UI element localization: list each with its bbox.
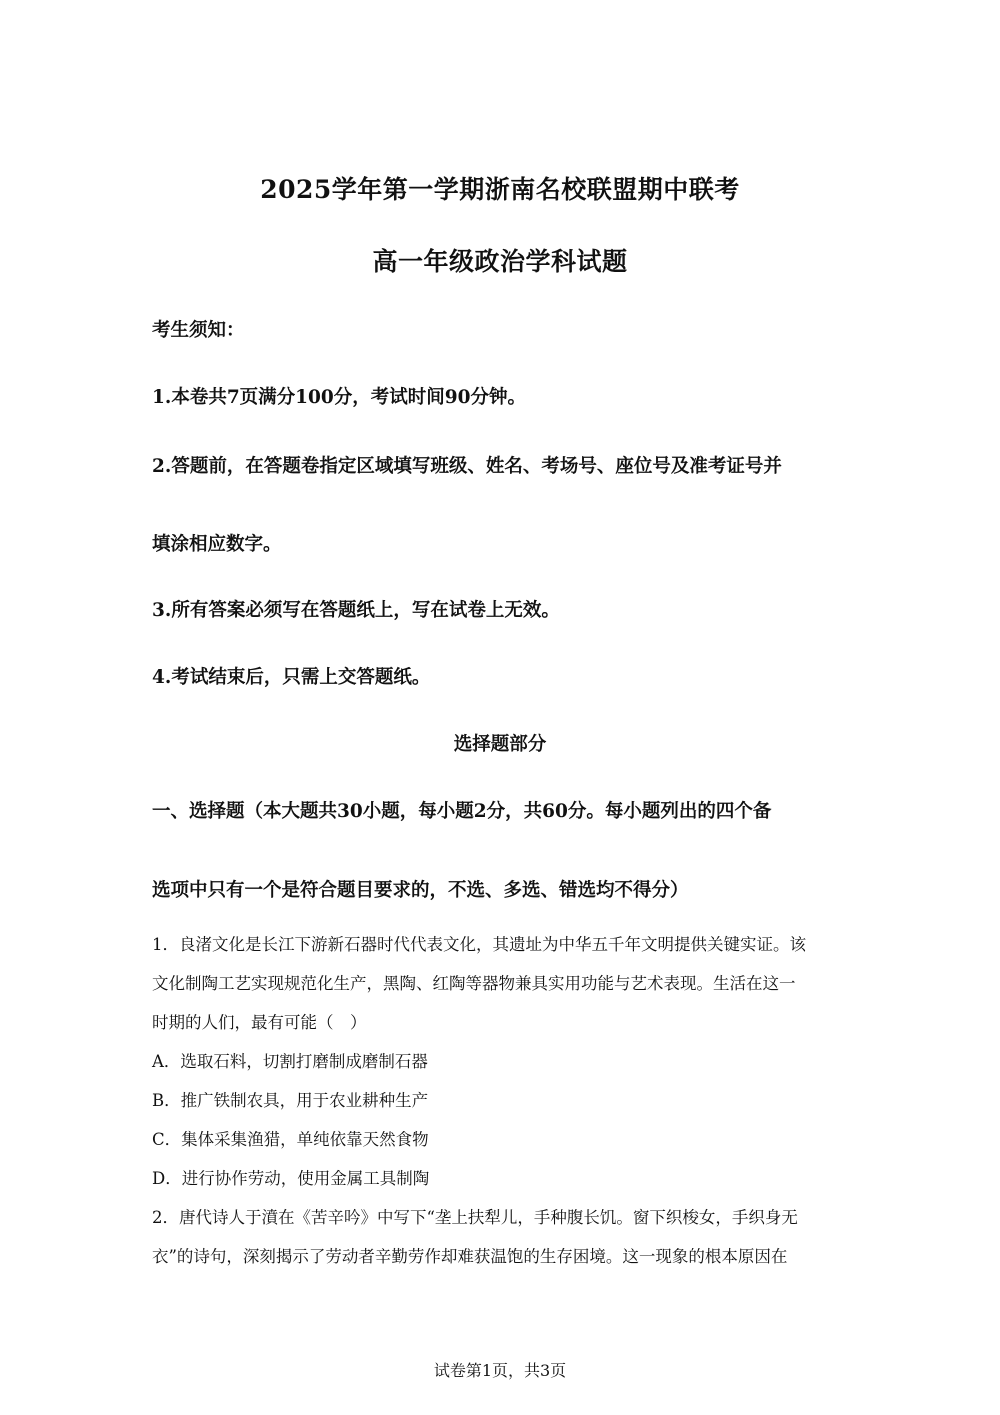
notice-item-4: 4.考试结束后，只需上交答题纸。 [152, 667, 431, 688]
question-1-option-b: B．推广铁制农具，用于农业耕种生产 [152, 1091, 429, 1110]
section-title: 选择题部分 [453, 734, 547, 755]
notice-heading: 考生须知： [152, 320, 245, 341]
question-1-option-d: D．进行协作劳动，使用金属工具制陶 [152, 1169, 430, 1188]
question-2-stem-line2: 衣”的诗句，深刻揭示了劳动者辛勤劳作却难获温饱的生存困境。这一现象的根本原因在 [152, 1247, 788, 1266]
exam-subtitle: 高一年级政治学科试题 [372, 247, 628, 276]
notice-item-3: 3.所有答案必须写在答题纸上，写在试卷上无效。 [152, 600, 560, 621]
question-1-option-a: A．选取石料，切割打磨制成磨制石器 [152, 1052, 428, 1071]
section-instruction: 一、选择题（本大题共30小题，每小题2分，共60分。每小题列出的四个备 [152, 801, 772, 822]
question-1-stem-line3: 时期的人们，最有可能（ ） [152, 1013, 367, 1032]
question-1-option-c: C．集体采集渔猎，单纯依靠天然食物 [152, 1130, 429, 1149]
notice-item-2: 2.答题前，在答题卷指定区域填写班级、姓名、考场号、座位号及准考证号并 [152, 456, 782, 477]
notice-item-2-cont: 填涂相应数字。 [152, 534, 282, 555]
question-1-stem: 1．良渚文化是长江下游新石器时代代表文化，其遗址为中华五千年文明提供关键实证。该 [152, 935, 806, 954]
page-footer: 试卷第1页，共3页 [433, 1361, 567, 1380]
question-1-stem-line2: 文化制陶工艺实现规范化生产，黑陶、红陶等器物兼具实用功能与艺术表现。生活在这一 [152, 974, 796, 993]
exam-title: 2025学年第一学期浙南名校联盟期中联考 [260, 175, 740, 204]
section-instruction-cont: 选项中只有一个是符合题目要求的，不选、多选、错选均不得分） [152, 880, 689, 901]
notice-item-1: 1.本卷共7页满分100分，考试时间90分钟。 [152, 387, 527, 408]
question-2-stem: 2．唐代诗人于濆在《苦辛吟》中写下“垄上扶犁儿，手种腹长饥。窗下织梭女，手织身无 [152, 1208, 798, 1227]
